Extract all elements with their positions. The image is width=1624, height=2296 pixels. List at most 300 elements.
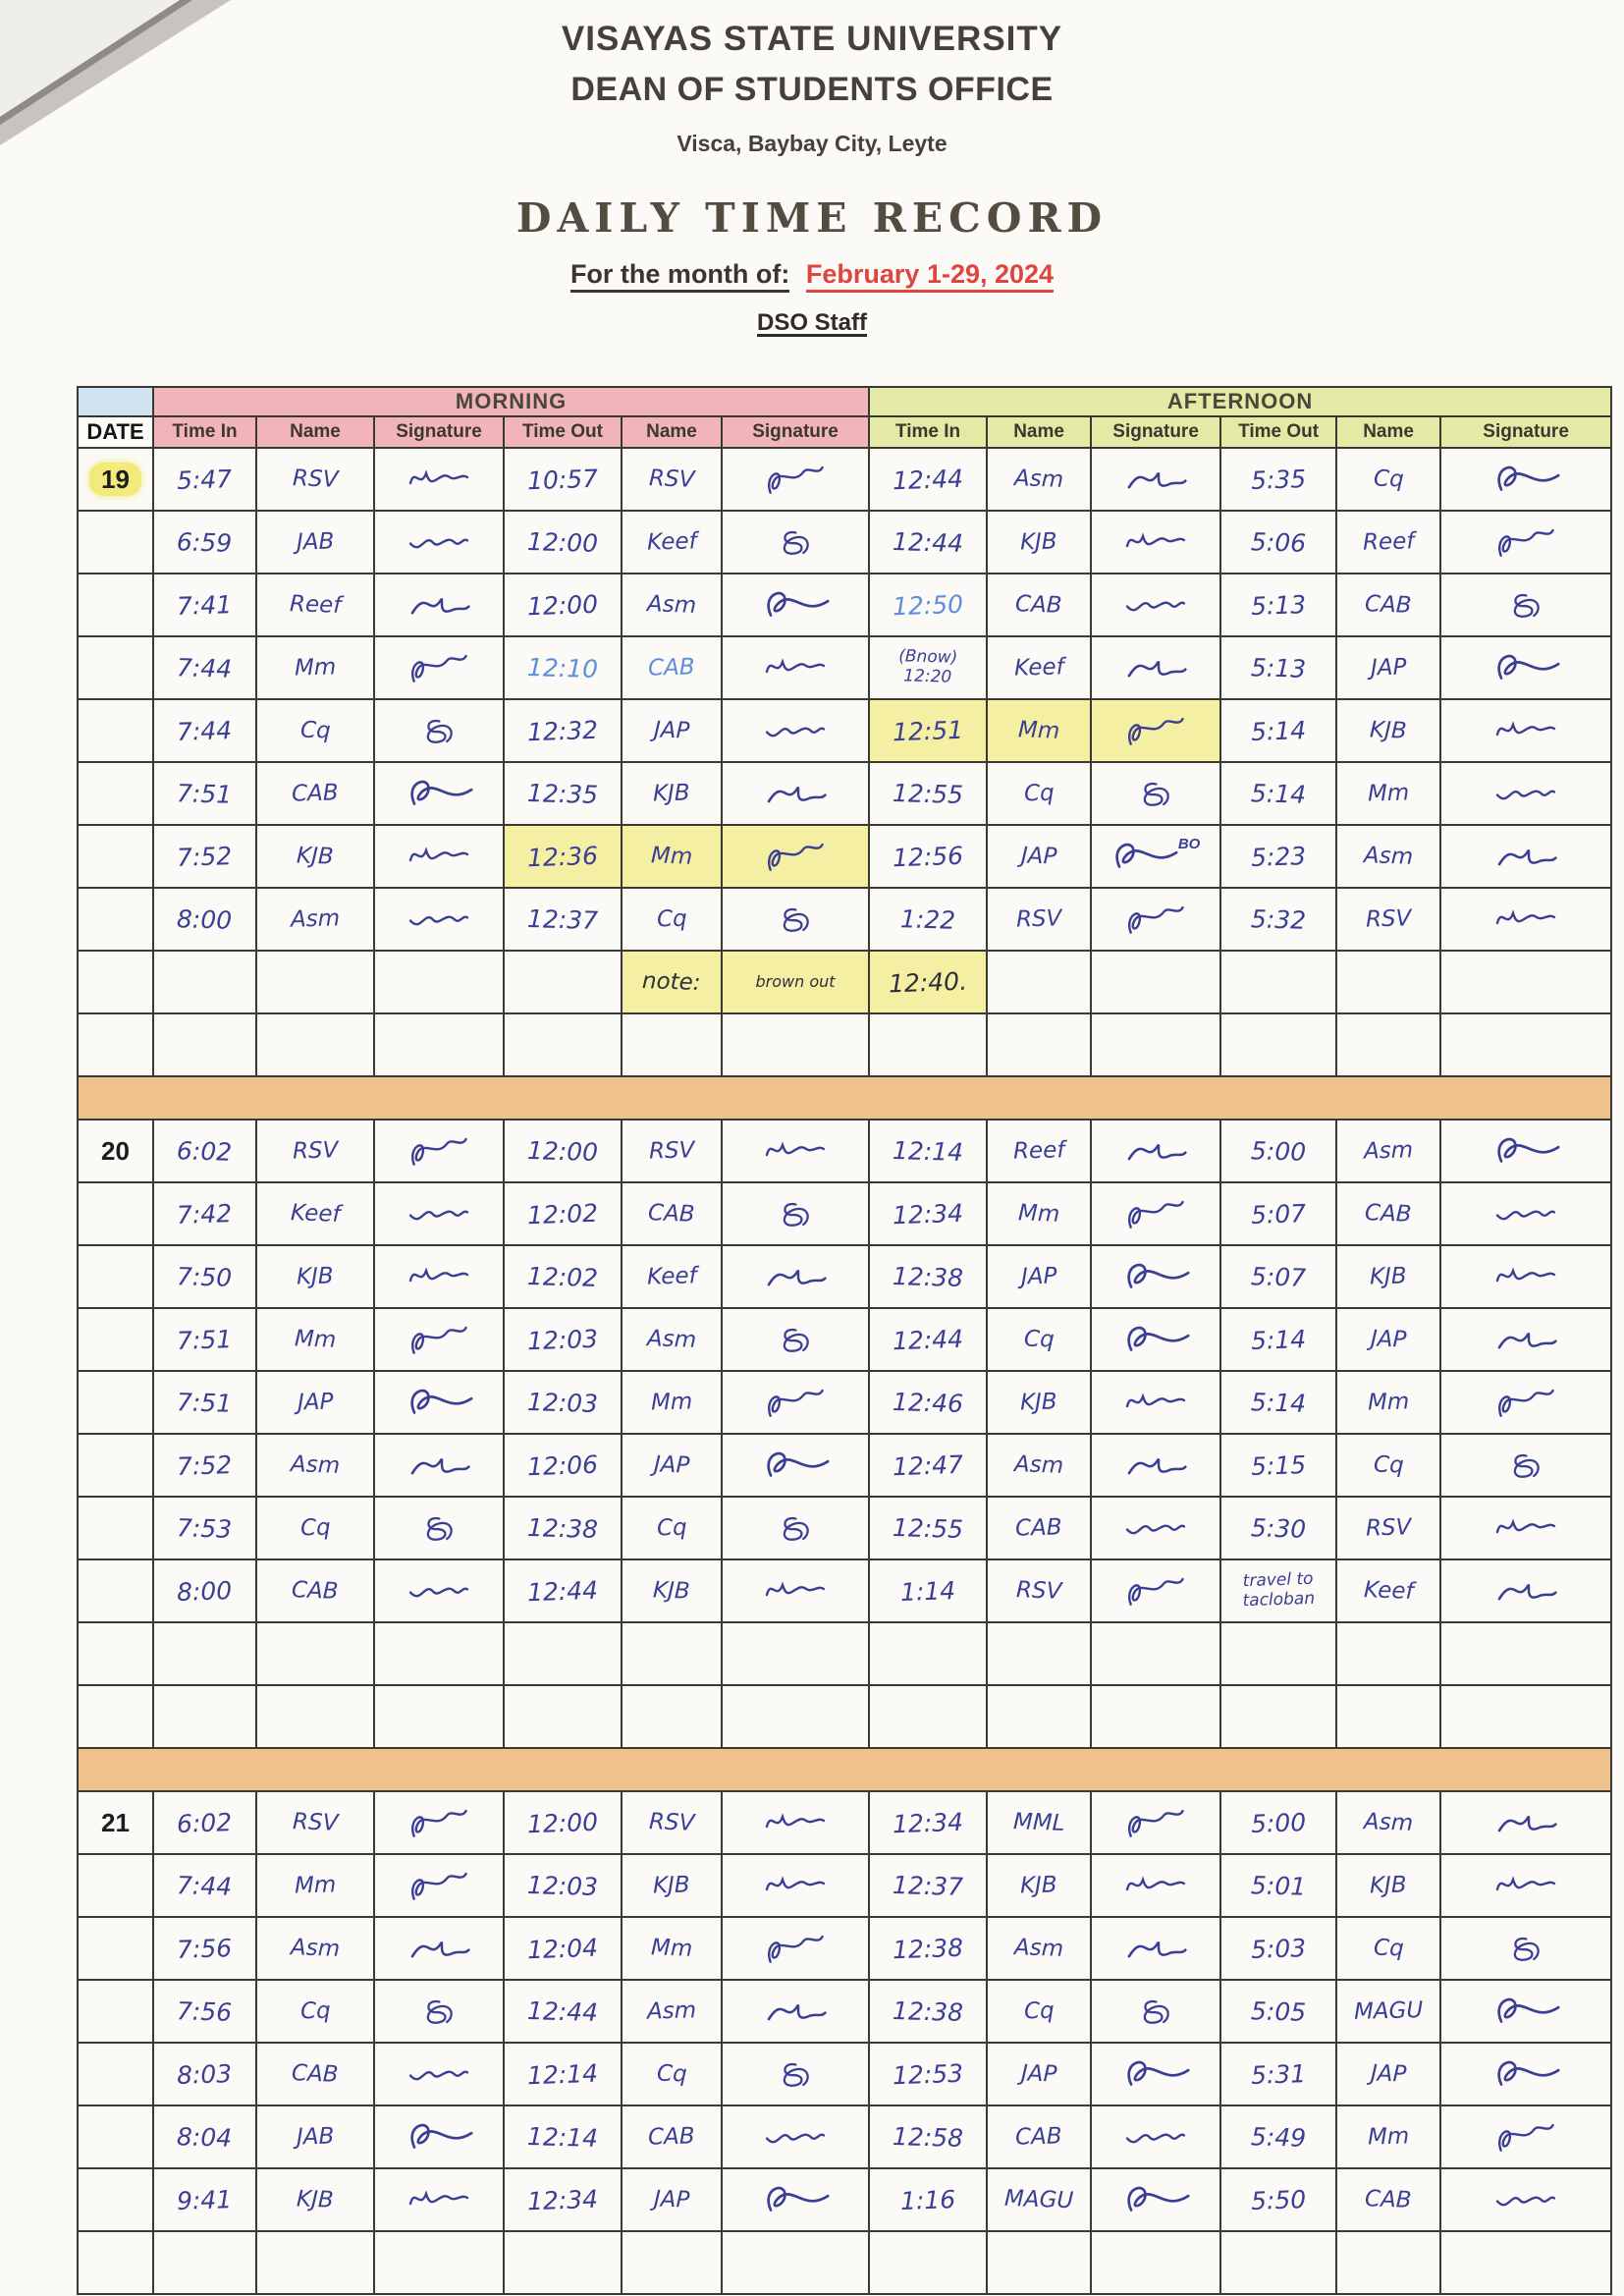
handwritten-entry: Reef (1012, 1137, 1065, 1165)
handwritten-entry: KJB (296, 1263, 335, 1290)
handwritten-entry: JAP (1020, 2060, 1057, 2088)
handwritten-entry: Mm (1017, 717, 1060, 744)
afternoon-time-in (869, 699, 987, 762)
handwritten-entry: 5:30 (1250, 1512, 1307, 1544)
handwritten-entry: 7:52 (176, 841, 234, 872)
handwritten-entry: Cq (299, 1997, 331, 2025)
morning-in-name (256, 1559, 374, 1622)
afternoon-time-out (1220, 2105, 1336, 2168)
morning-out-name (622, 636, 722, 699)
handwritten-entry: Asm (1013, 1451, 1064, 1479)
afternoon-in-signature (1091, 636, 1220, 699)
afternoon-time-in (869, 888, 987, 951)
morning-out-name (622, 699, 722, 762)
morning-out-name (622, 2043, 722, 2105)
morning-time-in (153, 699, 256, 762)
morning-out-name (622, 1497, 722, 1559)
handwritten-entry: 12:50 (892, 589, 964, 621)
morning-in-signature (374, 888, 504, 951)
afternoon-out-name (1336, 1308, 1440, 1371)
handwritten-entry: JAP (653, 717, 690, 744)
morning-time-in (153, 1685, 256, 1748)
morning-in-signature (374, 636, 504, 699)
handwritten-entry: CAB (291, 2060, 340, 2088)
afternoon-in-signature (1091, 2043, 1220, 2105)
date-separator-row (78, 1748, 1611, 1791)
morning-out-signature (722, 1013, 869, 1076)
handwritten-entry: 12:44 (892, 1324, 964, 1355)
handwritten-entry: 12:34 (892, 1807, 964, 1838)
morning-in-name (256, 825, 374, 888)
handwritten-entry: 12:55 (892, 1512, 964, 1544)
morning-in-name (256, 1497, 374, 1559)
handwritten-entry: KJB (652, 1577, 691, 1605)
afternoon-time-out (1220, 2043, 1336, 2105)
morning-out-name (622, 2231, 722, 2294)
handwritten-entry: 5:00 (1250, 1807, 1307, 1838)
morning-time-in (153, 1559, 256, 1622)
afternoon-in-signature (1091, 2231, 1220, 2294)
afternoon-out-name (1336, 1245, 1440, 1308)
handwritten-entry: 12:04 (526, 1933, 599, 1964)
date-cell (78, 1308, 153, 1371)
signature-squiggle-icon (1490, 837, 1561, 876)
handwritten-entry: 7:56 (177, 1995, 233, 2027)
dtr-row (78, 2168, 1611, 2231)
afternoon-time-out (1220, 1685, 1336, 1748)
handwritten-entry: Cq (1373, 1451, 1404, 1479)
signature-squiggle-icon (1120, 1446, 1191, 1485)
session-band-row (78, 387, 1611, 416)
handwritten-entry: Mm (650, 1935, 693, 1962)
date-cell (78, 448, 153, 511)
morning-in-signature (374, 699, 504, 762)
handwritten-entry: 12:36 (526, 841, 599, 872)
signature-squiggle-icon (761, 1383, 830, 1423)
morning-in-signature (374, 1791, 504, 1854)
morning-time-out (504, 1622, 622, 1685)
handwritten-entry: Keef (646, 528, 697, 556)
afternoon-in-signature (1091, 1685, 1220, 1748)
morning-in-name (256, 1371, 374, 1434)
morning-in-signature (374, 448, 504, 511)
morning-out-signature (722, 1120, 869, 1182)
morning-time-in (153, 825, 256, 888)
afternoon-time-out (1220, 636, 1336, 699)
morning-in-signature (374, 1120, 504, 1182)
signature-squiggle-icon (1117, 2052, 1194, 2097)
afternoon-in-name-header: Name (987, 416, 1091, 448)
handwritten-entry: note: (641, 967, 702, 997)
signature-squiggle-icon (1493, 1512, 1558, 1544)
afternoon-time-in (869, 1371, 987, 1434)
morning-out-signature (722, 1308, 869, 1371)
morning-time-out (504, 2168, 622, 2231)
month-value: February 1-29, 2024 (806, 259, 1054, 293)
morning-in-signature (374, 511, 504, 574)
afternoon-out-signature (1440, 1791, 1611, 1854)
morning-out-name (622, 1917, 722, 1980)
morning-in-name (256, 1308, 374, 1371)
afternoon-in-name (987, 1980, 1091, 2043)
morning-time-out (504, 1980, 622, 2043)
signature-squiggle-icon (1123, 1387, 1188, 1418)
morning-in-signature (374, 1622, 504, 1685)
afternoon-out-name (1336, 2168, 1440, 2231)
afternoon-out-signature (1440, 2231, 1611, 2294)
morning-time-in (153, 951, 256, 1013)
morning-in-name (256, 1013, 374, 1076)
handwritten-entry: 12:02 (526, 1261, 599, 1292)
morning-time-out (504, 1917, 622, 1980)
morning-out-signature (722, 1791, 869, 1854)
handwritten-entry: Cq (299, 1514, 331, 1542)
morning-in-name (256, 1980, 374, 2043)
handwritten-entry: 12:44 (892, 526, 964, 558)
date-cell (78, 1013, 153, 1076)
morning-in-signature (374, 762, 504, 825)
handwritten-entry: 12:14 (526, 2121, 599, 2153)
morning-time-in (153, 762, 256, 825)
afternoon-in-name (987, 1013, 1091, 1076)
signature-squiggle-icon (1491, 2117, 1560, 2158)
date-cell (78, 1559, 153, 1622)
morning-in-name-header: Name (256, 416, 374, 448)
dtr-row (78, 951, 1611, 1013)
handwritten-entry: 5:23 (1250, 841, 1307, 872)
signature-squiggle-icon (1488, 2052, 1564, 2097)
dtr-row (78, 1497, 1611, 1559)
afternoon-time-out (1220, 1497, 1336, 1559)
morning-out-signature (722, 762, 869, 825)
handwritten-entry: 12:00 (526, 1807, 599, 1838)
morning-in-signature (374, 1559, 504, 1622)
date-cell (78, 951, 153, 1013)
handwritten-entry: RSV (292, 1809, 339, 1836)
handwritten-entry: JAP (1370, 654, 1407, 682)
signature-squiggle-icon (1491, 522, 1560, 563)
morning-in-signature (374, 1245, 504, 1308)
morning-out-signature (722, 2231, 869, 2294)
afternoon-time-in (869, 448, 987, 511)
handwritten-entry: 8:04 (177, 2121, 233, 2153)
signature-squiggle-icon (764, 525, 827, 559)
handwritten-entry: 5:07 (1250, 1198, 1307, 1230)
morning-time-out (504, 1434, 622, 1497)
afternoon-out-signature (1440, 511, 1611, 574)
afternoon-in-signature (1091, 1622, 1220, 1685)
signature-squiggle-icon (1120, 1929, 1191, 1968)
afternoon-time-in (869, 1120, 987, 1182)
signature-squiggle-icon (760, 1992, 831, 2031)
afternoon-in-name (987, 2043, 1091, 2105)
handwritten-entry: 12:03 (526, 1387, 599, 1418)
morning-out-name (622, 825, 722, 888)
handwritten-entry: JAP (1370, 1326, 1407, 1353)
afternoon-out-name (1336, 1497, 1440, 1559)
handwritten-entry: 7:44 (177, 1870, 233, 1901)
morning-out-signature (722, 1854, 869, 1917)
handwritten-entry: 12:03 (526, 1324, 599, 1355)
morning-time-out (504, 448, 622, 511)
handwritten-entry: 9:41 (176, 2184, 234, 2215)
afternoon-time-out (1220, 1559, 1336, 1622)
daily-time-record-table (77, 386, 1612, 2295)
afternoon-out-name (1336, 1371, 1440, 1434)
afternoon-out-name (1336, 2043, 1440, 2105)
handwritten-entry: JAP (1020, 843, 1057, 870)
signature-squiggle-icon (1488, 458, 1564, 502)
handwritten-entry: CAB (647, 1200, 696, 1228)
handwritten-entry: 7:41 (176, 589, 234, 621)
afternoon-time-in (869, 574, 987, 636)
handwritten-entry: 12:00 (526, 526, 599, 558)
morning-in-signature (374, 1434, 504, 1497)
morning-band: MORNING (153, 387, 869, 416)
handwritten-entry: Cq (1023, 1997, 1055, 2025)
date-cell (78, 1434, 153, 1497)
morning-in-signature (374, 825, 504, 888)
morning-out-signature (722, 1371, 869, 1434)
morning-out-signature (722, 2043, 869, 2105)
afternoon-out-name (1336, 1434, 1440, 1497)
signature-squiggle-icon (1117, 2178, 1194, 2222)
handwritten-entry: Asm (290, 1451, 341, 1479)
handwritten-entry: RSV (648, 1137, 695, 1165)
dtr-row (78, 636, 1611, 699)
handwritten-entry: RSV (1365, 1514, 1412, 1542)
afternoon-out-signature (1440, 699, 1611, 762)
morning-time-out (504, 1245, 622, 1308)
morning-in-name (256, 1854, 374, 1917)
morning-in-name (256, 2168, 374, 2231)
date-cell (78, 1791, 153, 1854)
handwritten-entry: KJB (1019, 1389, 1058, 1416)
handwritten-entry: 12:40. (888, 966, 968, 998)
handwritten-entry: 5:06 (1250, 526, 1307, 558)
handwritten-entry: 12:53 (892, 2058, 964, 2090)
afternoon-time-out (1220, 1182, 1336, 1245)
afternoon-time-out (1220, 1013, 1336, 1076)
afternoon-in-name (987, 951, 1091, 1013)
signature-squiggle-icon (1121, 1571, 1190, 1612)
afternoon-in-name (987, 1371, 1091, 1434)
afternoon-out-signature (1440, 951, 1611, 1013)
handwritten-entry: Asm (1013, 1935, 1064, 1962)
morning-out-signature (722, 699, 869, 762)
handwritten-entry: Asm (290, 905, 341, 933)
handwritten-entry: 12:06 (526, 1449, 599, 1481)
handwritten-entry: Mm (294, 1872, 337, 1899)
morning-out-signature (722, 1497, 869, 1559)
handwritten-entry: KJB (1019, 1872, 1058, 1899)
afternoon-in-name (987, 1120, 1091, 1182)
afternoon-time-in (869, 825, 987, 888)
signature-squiggle-icon (406, 2184, 471, 2215)
date-cell (78, 699, 153, 762)
handwritten-entry: CAB (1364, 2186, 1413, 2214)
dtr-row (78, 1685, 1611, 1748)
afternoon-out-signature (1440, 1980, 1611, 2043)
morning-out-name (622, 1980, 722, 2043)
afternoon-time-out (1220, 825, 1336, 888)
afternoon-out-signature (1440, 1245, 1611, 1308)
handwritten-entry: brown out (755, 972, 836, 991)
morning-in-name (256, 1917, 374, 1980)
afternoon-in-signature (1091, 825, 1220, 888)
signature-squiggle-icon (1124, 777, 1187, 810)
handwritten-entry: 12:02 (526, 1198, 599, 1230)
morning-in-signature (374, 1497, 504, 1559)
morning-out-name (622, 762, 722, 825)
handwritten-entry: Cq (1023, 780, 1055, 807)
signature-squiggle-icon (1123, 526, 1188, 558)
handwritten-entry: Mm (1367, 1389, 1410, 1416)
afternoon-out-name (1336, 1013, 1440, 1076)
handwritten-entry: 12:44 (526, 1575, 599, 1607)
morning-in-name (256, 1685, 374, 1748)
date-cell (78, 1120, 153, 1182)
date-cell (78, 1245, 153, 1308)
afternoon-in-signature (1091, 1013, 1220, 1076)
handwritten-entry: 12:35 (526, 778, 599, 809)
handwritten-entry: 7:53 (177, 1512, 233, 1544)
afternoon-in-signature (1091, 951, 1220, 1013)
signature-squiggle-icon (405, 648, 473, 688)
morning-out-signature (722, 448, 869, 511)
afternoon-in-signature (1091, 1497, 1220, 1559)
handwritten-entry: Reef (1362, 528, 1415, 556)
morning-time-in (153, 1980, 256, 2043)
afternoon-in-name (987, 1622, 1091, 1685)
afternoon-time-out (1220, 1120, 1336, 1182)
signature-squiggle-icon (1122, 586, 1190, 624)
signature-squiggle-icon (761, 837, 830, 877)
afternoon-in-signature (1091, 1980, 1220, 2043)
afternoon-in-name (987, 1917, 1091, 1980)
morning-time-in (153, 1120, 256, 1182)
handwritten-entry: 5:13 (1250, 652, 1307, 683)
date-separator-row (78, 1076, 1611, 1120)
handwritten-entry: 5:47 (176, 464, 234, 495)
dtr-row (78, 1371, 1611, 1434)
date-number: 19 (89, 463, 141, 496)
handwritten-entry: 7:52 (176, 1449, 234, 1481)
handwritten-entry: 7:51 (177, 1387, 233, 1418)
afternoon-in-signature (1091, 1434, 1220, 1497)
signature-squiggle-icon (763, 652, 828, 683)
handwritten-entry: Asm (1013, 465, 1064, 493)
morning-time-out (504, 1497, 622, 1559)
date-number: 20 (101, 1135, 130, 1166)
date-cell (78, 1371, 153, 1434)
column-header-row (78, 416, 1611, 448)
handwritten-entry: Reef (289, 591, 342, 619)
afternoon-out-signature (1440, 1013, 1611, 1076)
handwritten-entry: MAGU (1353, 1997, 1424, 2025)
handwritten-entry: 12:47 (892, 1449, 964, 1481)
afternoon-time-out (1220, 2168, 1336, 2231)
date-cell (78, 1685, 153, 1748)
handwritten-entry: 8:03 (176, 2058, 234, 2090)
afternoon-out-name (1336, 888, 1440, 951)
afternoon-out-signature (1440, 1685, 1611, 1748)
handwritten-entry: 5:32 (1250, 903, 1307, 935)
handwritten-entry: 5:13 (1250, 589, 1307, 621)
morning-in-name (256, 1434, 374, 1497)
handwritten-entry: 12:38 (892, 1933, 964, 1964)
signature-squiggle-icon (760, 1257, 831, 1296)
afternoon-in-name (987, 825, 1091, 888)
handwritten-entry: KJB (1369, 1263, 1408, 1290)
signature-squiggle-icon (1493, 903, 1558, 935)
handwritten-entry: RSV (292, 465, 339, 493)
morning-out-signature (722, 1980, 869, 2043)
afternoon-time-in (869, 1917, 987, 1980)
afternoon-time-in (869, 1854, 987, 1917)
afternoon-time-out (1220, 1791, 1336, 1854)
morning-time-out (504, 1371, 622, 1434)
afternoon-out-signature (1440, 1622, 1611, 1685)
date-cell (78, 1182, 153, 1245)
afternoon-time-out (1220, 448, 1336, 511)
handwritten-entry: Mm (294, 1326, 337, 1353)
handwritten-entry: JAP (1370, 2060, 1407, 2088)
handwritten-entry: 12:34 (892, 1198, 964, 1230)
signature-squiggle-icon (406, 523, 473, 561)
handwritten-entry: KJB (652, 1872, 691, 1899)
morning-in-name (256, 888, 374, 951)
signature-squiggle-icon (1121, 1194, 1190, 1234)
morning-time-out-header: Time Out (504, 416, 622, 448)
morning-time-in (153, 1308, 256, 1371)
morning-in-signature (374, 2043, 504, 2105)
morning-time-out (504, 511, 622, 574)
signature-squiggle-icon (1490, 1320, 1561, 1359)
date-cell (78, 1622, 153, 1685)
afternoon-out-signature (1440, 574, 1611, 636)
morning-time-in (153, 1245, 256, 1308)
signature-squiggle-icon (1492, 775, 1560, 812)
handwritten-entry: Cq (1373, 1935, 1404, 1962)
handwritten-entry: Asm (290, 1935, 341, 1962)
signature-squiggle-icon (407, 1995, 470, 2028)
afternoon-in-name (987, 2168, 1091, 2231)
dtr-row (78, 888, 1611, 951)
handwritten-entry: Mm (650, 1389, 693, 1416)
morning-out-name (622, 1013, 722, 1076)
signature-squiggle-icon (1493, 715, 1558, 746)
morning-time-in (153, 888, 256, 951)
morning-in-signature (374, 1308, 504, 1371)
handwritten-entry: Mm (650, 843, 693, 870)
handwritten-entry: KJB (1369, 717, 1408, 744)
afternoon-time-out (1220, 1980, 1336, 2043)
handwritten-entry: CAB (647, 2123, 696, 2151)
afternoon-in-name (987, 888, 1091, 951)
morning-time-out (504, 699, 622, 762)
signature-squiggle-icon (1494, 1449, 1557, 1482)
handwritten-entry: 12:37 (526, 903, 599, 935)
afternoon-out-signature (1440, 825, 1611, 888)
morning-out-name (622, 888, 722, 951)
afternoon-time-in (869, 1182, 987, 1245)
handwritten-entry: CAB (1364, 1200, 1413, 1228)
handwritten-entry: JAB (296, 2123, 335, 2151)
afternoon-in-name (987, 448, 1091, 511)
afternoon-time-in (869, 2168, 987, 2231)
afternoon-out-signature (1440, 1854, 1611, 1917)
